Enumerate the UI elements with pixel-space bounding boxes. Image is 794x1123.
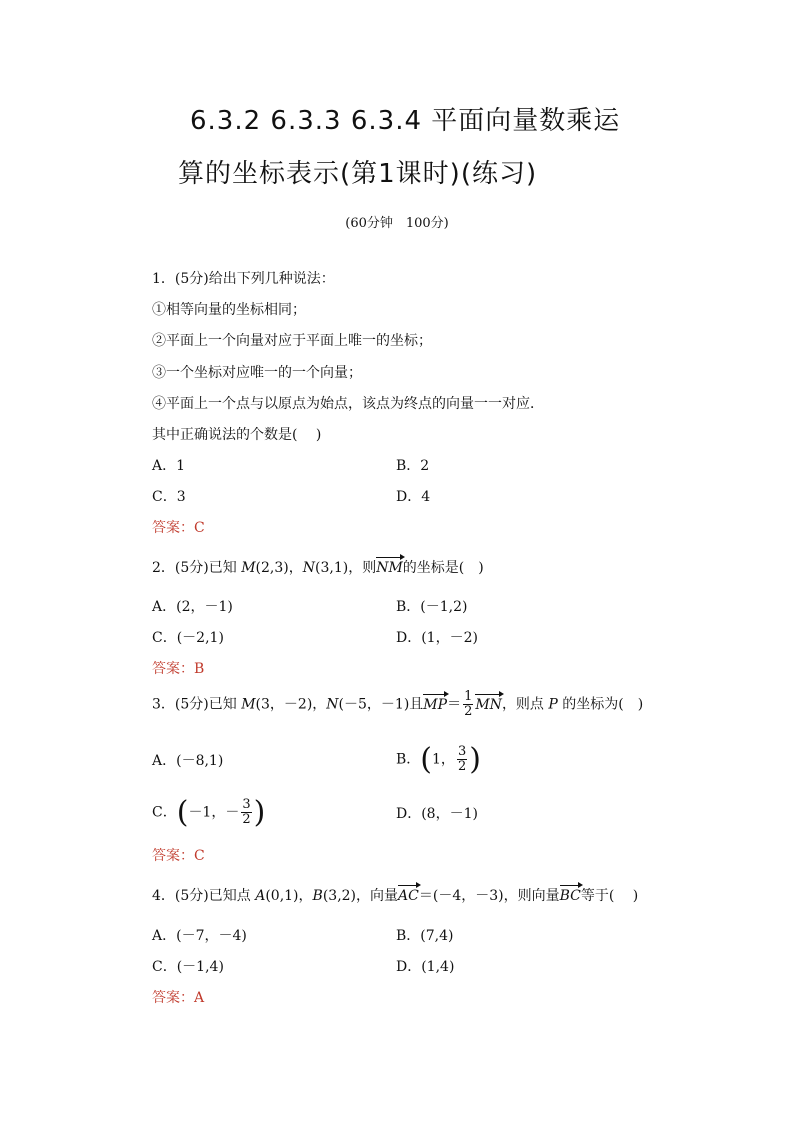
- title-line-1: 6.3.2 6.3.3 6.3.4 平面向量数乘运: [190, 106, 621, 136]
- title-line-2: 算的坐标表示(第1课时)(练习): [178, 159, 538, 189]
- q4-option-a: A．(－7，－4): [152, 928, 247, 944]
- q2-option-b: B．(－1,2): [396, 599, 468, 615]
- q1-stem: 1．(5分)给出下列几种说法：: [152, 271, 335, 287]
- q4-suffix: 等于( ): [580, 888, 639, 904]
- q4-vector-bc: BC: [559, 888, 581, 904]
- q4-point-b: B: [312, 888, 323, 904]
- q2-point-n: N: [302, 560, 315, 576]
- q1-option-d: D．4: [396, 489, 431, 505]
- q3-suffix-2: 的坐标为( ): [557, 696, 644, 713]
- q2-option-c: C．(－2,1): [152, 630, 224, 646]
- q4-stem: [152, 885, 638, 905]
- q4-point-a: A: [255, 888, 266, 904]
- q2-answer: 答案：B: [152, 661, 205, 677]
- q4-vector-ac: AC: [398, 888, 419, 904]
- q3-option-b-num: 3: [457, 744, 467, 759]
- q3-point-m: M: [241, 696, 256, 713]
- q2-m-coords: (2,3)，: [255, 560, 303, 576]
- q1-statement-1: ①相等向量的坐标相同；: [152, 302, 306, 318]
- q3-option-d: D．(8，－1): [396, 806, 478, 822]
- q2-suffix: 的坐标是( ): [402, 560, 484, 576]
- q2-stem: [152, 557, 484, 577]
- q3-frac-den: 2: [464, 704, 473, 719]
- q2-point-m: M: [241, 560, 256, 576]
- q3-option-b-x: 1，: [432, 751, 455, 768]
- q3-point-n: N: [326, 696, 339, 713]
- q3-answer: 答案：C: [152, 848, 205, 864]
- q3-option-c: C．(－1，－ $\frac{3}{2}$ ): [152, 795, 266, 830]
- q1-option-b: B．2: [396, 458, 430, 474]
- q3-option-a: A．(－8,1): [152, 753, 224, 769]
- q2-prefix: 2．(5分)已知: [152, 560, 242, 576]
- q3-option-c-den: 2: [242, 812, 251, 827]
- q4-b-coords: (3,2)，向量: [322, 888, 399, 904]
- q4-middle: ＝(－4，－3)，则向量: [418, 888, 560, 904]
- time-score-note: (60分钟 100分): [345, 216, 449, 231]
- q3-option-b-letter: B．: [396, 751, 421, 768]
- q1-statement-4: ④平面上一个点与以原点为始点，该点为终点的向量一一对应．: [152, 396, 544, 412]
- q3-option-c-x: －1，－: [188, 804, 240, 821]
- q1-statement-3: ③一个坐标对应唯一的一个向量；: [152, 365, 362, 381]
- q3-option-c-letter: C．: [152, 804, 177, 821]
- q3-frac-num: 1: [464, 689, 473, 704]
- q1-question: 其中正确说法的个数是( ): [152, 427, 322, 443]
- q3-vector-mp: MP: [423, 696, 448, 713]
- q2-vector-nm: NM: [376, 560, 403, 576]
- q1-option-a: A．1: [152, 458, 186, 474]
- q3-stem: [152, 690, 643, 719]
- q3-prefix: 3．(5分)已知: [152, 696, 242, 713]
- q3-option-b: B．(1， $\frac{3}{2}$ ): [396, 742, 481, 777]
- q4-a-coords: (0,1)，: [265, 888, 313, 904]
- q3-option-b-den: 2: [457, 759, 467, 774]
- q3-equals: ＝: [447, 696, 462, 713]
- q3-point-p: P: [548, 696, 558, 713]
- q1-statement-2: ②平面上一个向量对应于平面上唯一的坐标；: [152, 333, 432, 349]
- q3-option-c-num: 3: [242, 797, 251, 812]
- q2-option-a: A．(2，－1): [152, 599, 233, 615]
- q4-answer: 答案：A: [152, 990, 205, 1006]
- q3-fraction-half: [463, 690, 473, 719]
- q3-suffix-1: ，则点: [501, 696, 549, 713]
- q4-option-d: D．(1,4): [396, 959, 455, 975]
- q4-option-c: C．(－1,4): [152, 959, 224, 975]
- q3-n-coords: (－5，－1)且: [338, 696, 424, 713]
- q1-answer: 答案：C: [152, 520, 205, 536]
- q3-m-coords: (3，－2)，: [255, 696, 327, 713]
- q3-vector-mn: MN: [475, 696, 502, 713]
- q4-prefix: 4．(5分)已知点: [152, 888, 256, 904]
- q2-n-coords: (3,1)，则: [315, 560, 377, 576]
- q4-option-b: B．(7,4): [396, 928, 454, 944]
- q2-option-d: D．(1，－2): [396, 630, 478, 646]
- q1-option-c: C．3: [152, 489, 186, 505]
